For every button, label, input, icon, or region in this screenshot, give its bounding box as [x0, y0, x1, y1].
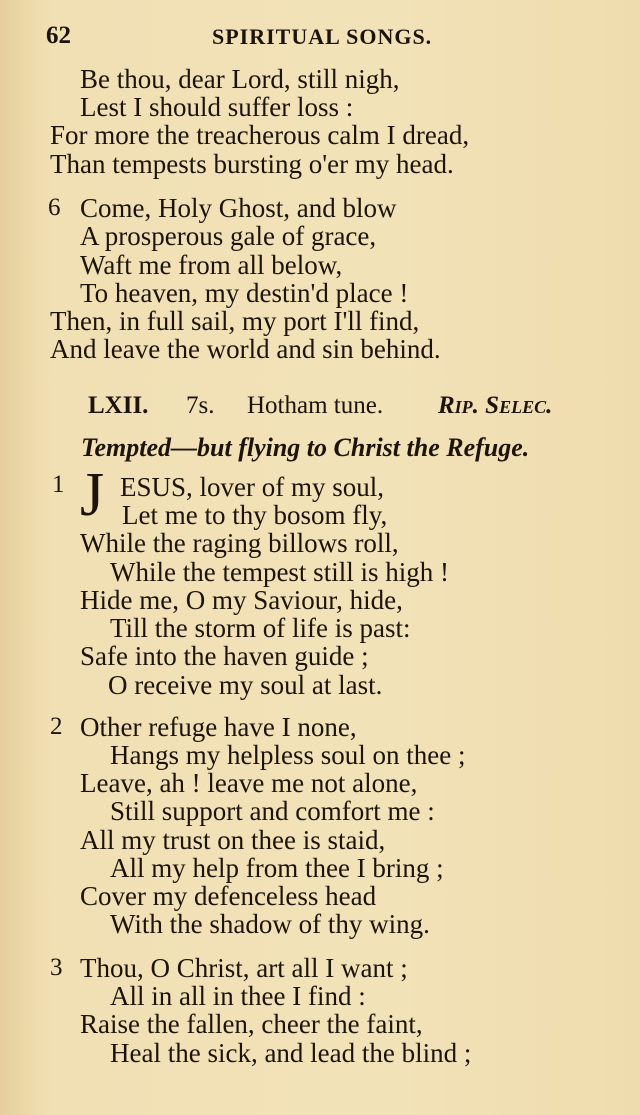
verse-line: Come, Holy Ghost, and blow — [80, 193, 397, 223]
hymn-source: Rip. Selec. — [438, 392, 553, 419]
verse-line: Safe into the haven guide ; — [80, 641, 369, 671]
verse-line: And leave the world and sin behind. — [50, 334, 441, 364]
hymn-number: LXII. — [88, 392, 149, 419]
verse-line: Be thou, dear Lord, still nigh, — [80, 64, 400, 94]
verse-line: To heaven, my destin'd place ! — [80, 278, 409, 308]
verse-line: Than tempests bursting o'er my head. — [50, 149, 454, 179]
verse-line: Hangs my helpless soul on thee ; — [110, 740, 466, 770]
verse-line: All in all in thee I find : — [110, 981, 366, 1011]
verse-line: Let me to thy bosom fly, — [122, 500, 388, 530]
hymn-subtitle: Tempted—but flying to Christ the Refuge. — [81, 433, 530, 462]
verse-line: Still support and comfort me : — [110, 796, 435, 826]
verse-line: Till the storm of life is past: — [110, 613, 411, 643]
stanza-number: 6 — [48, 194, 61, 221]
verse-line: Then, in full sail, my port I'll find, — [50, 306, 420, 336]
verse-line: Thou, O Christ, art all I want ; — [80, 953, 408, 983]
verse-line: With the shadow of thy wing. — [110, 909, 430, 939]
verse-number: 1 — [52, 471, 65, 498]
page-header — [0, 22, 640, 52]
page-number: 62 — [46, 22, 71, 49]
verse-line: O receive my soul at last. — [108, 670, 383, 700]
hymn-meter: 7s. — [186, 392, 215, 419]
verse-number: 3 — [50, 954, 63, 981]
running-head: SPIRITUAL SONGS. — [212, 24, 433, 49]
verse-line: Heal the sick, and lead the blind ; — [110, 1038, 472, 1068]
verse-line: Cover my defenceless head — [80, 881, 377, 911]
verse-line: Hide me, O my Saviour, hide, — [80, 585, 403, 615]
verse-line: Lest I should suffer loss : — [80, 92, 354, 122]
hymn-heading — [0, 392, 640, 424]
verse-line: Other refuge have I none, — [80, 712, 357, 742]
verse-line: While the raging billows roll, — [80, 528, 399, 558]
verse-line: Raise the fallen, cheer the faint, — [80, 1009, 423, 1039]
drop-cap: J — [80, 461, 105, 529]
verse-line: Leave, ah ! leave me not alone, — [80, 768, 418, 798]
verse-line: While the tempest still is high ! — [110, 557, 449, 587]
verse-number: 2 — [50, 713, 63, 740]
verse-line: Waft me from all below, — [80, 250, 343, 280]
verse-line: ESUS, lover of my soul, — [120, 472, 385, 502]
hymn-tune: Hotham tune. — [247, 392, 384, 419]
verse-line: A prosperous gale of grace, — [80, 221, 377, 251]
verse-line: All my trust on thee is staid, — [80, 825, 386, 855]
verse-line: For more the treacherous calm I dread, — [50, 120, 470, 150]
verse-line: All my help from thee I bring ; — [110, 853, 444, 883]
